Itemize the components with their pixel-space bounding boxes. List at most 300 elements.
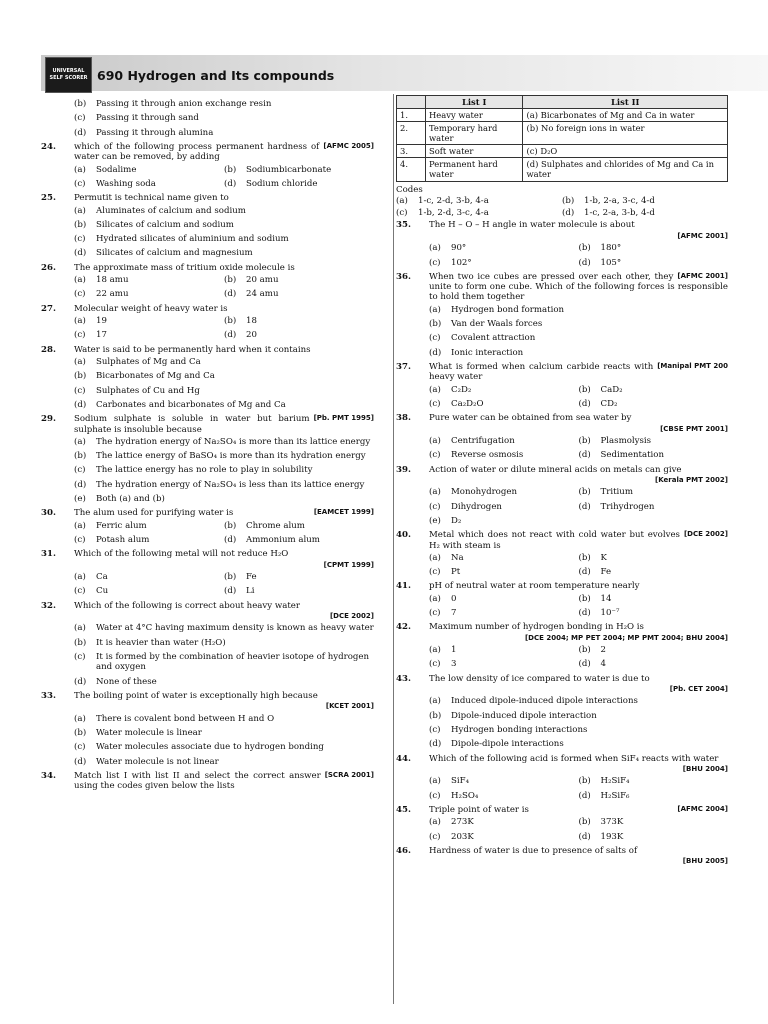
option-text: Sulphates of Cu and Hg	[96, 385, 200, 396]
option	[579, 817, 729, 827]
option	[579, 553, 729, 563]
option-letter: (d)	[224, 535, 237, 545]
option-letter: (c)	[429, 257, 441, 268]
question-stem: pH of neutral water at room temperature nearly	[429, 581, 640, 592]
option-letter: (b)	[429, 319, 442, 330]
option	[74, 437, 374, 447]
option-letter: (d)	[578, 659, 591, 670]
option	[579, 436, 729, 446]
option-letter: (a)	[429, 593, 441, 604]
option-text: Ammonium alum	[246, 535, 320, 545]
option-letter: (b)	[429, 710, 442, 721]
option	[74, 113, 374, 123]
option	[74, 128, 374, 138]
question-text	[429, 805, 728, 815]
question-text	[429, 530, 728, 551]
option-text: 1-b, 2-a, 3-c, 4-d	[584, 195, 655, 206]
question-stem: Hardness of water is due to presence of salts of	[429, 845, 638, 856]
option-letter: (c)	[74, 178, 86, 189]
option-letter: (c)	[74, 586, 86, 597]
option	[74, 99, 374, 109]
option	[429, 385, 579, 395]
option-text: 20	[246, 330, 257, 341]
exam-reference: [AFMC 2005]	[323, 141, 374, 150]
option	[579, 385, 729, 395]
question	[396, 674, 728, 752]
option	[74, 289, 224, 299]
option-text: Hydrogen bond formation	[451, 304, 565, 315]
option-text: 4	[600, 659, 606, 670]
option	[74, 451, 374, 461]
option	[74, 206, 374, 216]
option	[579, 659, 729, 669]
exam-reference: [AFMC 2001]	[677, 231, 728, 240]
option-text: Fe	[246, 572, 257, 583]
option	[74, 386, 374, 396]
question-number: 45.	[396, 805, 411, 816]
option-text: CaD₂	[600, 384, 623, 395]
right-column	[396, 95, 728, 868]
option-letter: (c)	[74, 742, 86, 753]
option-text: Passing it through anion exchange resin	[96, 99, 272, 109]
option-text: 180°	[600, 243, 622, 254]
options	[429, 241, 728, 270]
question-text	[74, 345, 374, 355]
option	[429, 725, 728, 735]
right-questions	[396, 220, 728, 865]
option-letter: (b)	[74, 219, 87, 230]
option-text: Reverse osmosis	[451, 450, 524, 461]
option	[429, 711, 728, 721]
option	[74, 465, 374, 475]
option-letter: (a)	[429, 645, 441, 656]
question	[396, 362, 728, 411]
row-number: 2.	[397, 122, 426, 145]
option-text: Ca₂D₂O	[451, 398, 484, 409]
question-stem: Triple point of water is	[429, 805, 529, 816]
option-letter: (d)	[578, 831, 591, 842]
option-text: Trihydrogen	[600, 501, 655, 512]
option	[429, 399, 579, 409]
column-divider	[393, 94, 394, 1004]
option-text: C₂D₂	[451, 384, 472, 395]
option	[429, 348, 728, 358]
option	[579, 243, 729, 253]
option-text: CD₂	[600, 398, 618, 409]
question	[41, 263, 374, 302]
options	[74, 570, 374, 599]
option	[74, 179, 224, 189]
question-text	[74, 549, 374, 559]
option	[579, 776, 729, 786]
question	[396, 846, 728, 866]
options	[429, 383, 728, 412]
option	[579, 502, 729, 512]
option-text: Monohydrogen	[451, 487, 517, 498]
question	[396, 622, 728, 671]
question-text	[429, 622, 728, 632]
list-i-item: Temporary hard water	[426, 122, 523, 145]
question-number: 42.	[396, 622, 411, 633]
table-row	[397, 122, 728, 145]
option	[74, 714, 374, 724]
option-text: Dipole-dipole interactions	[451, 739, 564, 750]
question-number: 43.	[396, 673, 411, 684]
option-letter: (d)	[429, 739, 442, 750]
question-text	[74, 193, 374, 203]
option-text: Sulphates of Mg and Ca	[96, 356, 201, 367]
option-letter: (d)	[578, 257, 591, 268]
question-stem: The alum used for purifying water is	[74, 508, 234, 519]
option	[74, 521, 224, 531]
option-letter: (d)	[578, 567, 591, 578]
option-text: SiF₄	[451, 776, 470, 787]
list-ii-header: List II	[523, 96, 728, 109]
exam-reference: [EAMCET 1999]	[313, 508, 374, 517]
option	[429, 608, 579, 618]
code-option	[396, 208, 562, 218]
option	[224, 330, 374, 340]
options	[429, 774, 728, 803]
question-stem: Metal which does not react with cold water but evolves H₂ with steam is	[429, 530, 680, 551]
option-letter: (b)	[578, 817, 591, 828]
option-letter: (a)	[74, 316, 86, 326]
option	[579, 594, 729, 604]
option-text: 14	[600, 593, 612, 604]
option-letter: (d)	[224, 289, 237, 300]
row-number: 1.	[397, 109, 426, 122]
question-number: 40.	[396, 530, 411, 541]
option-text: Fe	[600, 567, 612, 578]
option	[429, 436, 579, 446]
option	[74, 572, 224, 582]
option	[74, 742, 374, 752]
option-text: 22 amu	[96, 289, 129, 300]
option	[74, 400, 374, 410]
option-text: Plasmolysis	[600, 435, 652, 446]
list-i-item: Permanent hard water	[426, 158, 523, 181]
question-stem: The low density of ice compared to water is due to	[429, 673, 650, 684]
option-text: Silicates of calcium and sodium	[96, 219, 234, 230]
option-text: None of these	[96, 676, 157, 687]
codes-label: Codes	[396, 184, 423, 195]
option-letter: (c)	[74, 234, 86, 245]
question	[41, 549, 374, 598]
universal-self-scorer-logo	[45, 57, 92, 93]
question-stem: What is formed when calcium carbide reacts with heavy water	[429, 362, 654, 383]
question-stem: Molecular weight of heavy water is	[74, 303, 228, 314]
question-number: 27.	[41, 303, 56, 314]
option-letter: (d)	[578, 790, 591, 801]
question-number: 31.	[41, 549, 56, 560]
question	[41, 691, 374, 769]
option	[429, 817, 579, 827]
option	[224, 586, 374, 596]
option-letter: (a)	[74, 205, 86, 216]
option-letter: (a)	[74, 436, 86, 447]
option-text: Ca	[96, 572, 108, 583]
option-text: The hydration energy of Na₂SO₄ is less than its lattice energy	[96, 479, 365, 490]
option	[429, 305, 728, 315]
option-text: Aluminates of calcium and sodium	[96, 205, 246, 216]
option-text: Cu	[96, 586, 109, 597]
question-text	[429, 362, 728, 383]
code-option	[562, 208, 728, 218]
option-text: 20 amu	[246, 275, 279, 286]
options	[74, 163, 374, 192]
option-text: It is formed by the combination of heavier isotope of hydrogen and oxygen	[96, 651, 369, 673]
options	[429, 694, 728, 751]
row-number: 4.	[397, 158, 426, 181]
question-text	[74, 601, 374, 611]
option	[74, 677, 374, 687]
option	[579, 567, 729, 577]
question-number: 44.	[396, 753, 411, 764]
option	[74, 275, 224, 285]
options	[74, 519, 374, 548]
option-text: 90°	[451, 243, 467, 254]
option	[579, 832, 729, 842]
question	[396, 754, 728, 803]
option-text: K	[600, 552, 607, 563]
question-stem: which of the following process permanent hardness of water can be removed, by adding	[74, 141, 320, 163]
option-letter: (a)	[396, 195, 408, 206]
question-number: 29.	[41, 414, 56, 425]
options	[74, 314, 374, 343]
table-row	[397, 109, 728, 122]
option-letter: (a)	[74, 623, 86, 634]
list-ii-item: (b) No foreign ions in water	[523, 122, 728, 145]
option-text: Induced dipole-induced dipole interactions	[451, 696, 638, 707]
option-text: The lattice energy has no role to play in solubility	[96, 465, 313, 476]
question-stem: Pure water can be obtained from sea water by	[429, 413, 632, 424]
option-text: Sodiumbicarbonate	[246, 164, 332, 175]
question-number: 41.	[396, 581, 411, 592]
option-letter: (b)	[224, 520, 237, 531]
question	[396, 272, 728, 360]
option-text: 373K	[600, 817, 624, 828]
option	[579, 608, 729, 618]
option-letter: (d)	[562, 208, 575, 219]
option-letter: (b)	[224, 572, 237, 583]
exam-reference: [AFMC 2001]	[677, 271, 728, 280]
list-i-item: Soft water	[426, 145, 523, 158]
option	[224, 572, 374, 582]
option	[429, 791, 579, 801]
question-stem: Which of the following is correct about heavy water	[74, 600, 300, 611]
question-number: 26.	[41, 262, 56, 273]
option-letter: (a)	[74, 356, 86, 367]
option-letter: (c)	[74, 289, 86, 300]
option-letter: (a)	[74, 572, 86, 583]
table-corner	[397, 96, 426, 109]
logo-line2: SELF SCORER	[49, 75, 88, 81]
option-text: 1	[451, 645, 457, 656]
option-letter: (d)	[578, 450, 591, 461]
option	[74, 234, 374, 244]
option-letter: (b)	[224, 275, 237, 286]
option-text: Water molecule is linear	[96, 727, 202, 738]
exam-reference: [BHU 2005]	[682, 857, 728, 866]
option	[224, 535, 374, 545]
option-text: Chrome alum	[246, 520, 305, 531]
option-letter: (d)	[578, 398, 591, 409]
question-number: 46.	[396, 845, 411, 856]
question	[396, 805, 728, 844]
option-text: Hydrated silicates of aluminium and sodium	[96, 234, 289, 245]
option-letter: (b)	[578, 487, 591, 498]
option-text: Tritium	[600, 487, 633, 498]
exam-reference: [Pb. PMT 1995]	[313, 414, 374, 423]
option	[74, 357, 374, 367]
question-text	[74, 263, 374, 273]
question	[396, 581, 728, 620]
option	[429, 487, 579, 497]
option-letter: (d)	[578, 608, 591, 619]
option	[224, 316, 374, 326]
option-letter: (b)	[562, 195, 575, 206]
question-number: 24.	[41, 141, 56, 152]
option	[429, 450, 579, 460]
option-letter: (c)	[429, 333, 441, 344]
option-text: 17	[96, 330, 107, 341]
option-letter: (c)	[429, 398, 441, 409]
list-i-item: Heavy water	[426, 109, 523, 122]
question-stem: The approximate mass of tritium oxide molecule is	[74, 262, 295, 273]
option-text: 1-b, 2-d, 3-c, 4-a	[418, 208, 489, 219]
option	[429, 594, 579, 604]
option-text: Sodalime	[96, 164, 137, 175]
option	[74, 165, 224, 175]
match-list-table	[396, 95, 728, 182]
exam-reference: [CBSE PMT 2001]	[660, 424, 728, 433]
question-text	[429, 581, 728, 591]
option-text: H₂SiF₄	[600, 776, 630, 787]
exam-reference: [Kerala PMT 2002]	[655, 475, 728, 484]
option	[579, 258, 729, 268]
option-text: The lattice energy of BaSO₄ is more than its hydration energy	[96, 451, 366, 462]
option-text: Water molecules associate due to hydrogen bonding	[96, 742, 324, 753]
option-text: 203K	[451, 831, 474, 842]
option	[74, 480, 374, 490]
option-letter: (d)	[74, 756, 87, 767]
question	[41, 601, 374, 689]
option	[224, 521, 374, 531]
question-number: 32.	[41, 600, 56, 611]
option-text: 1-c, 2-a, 3-b, 4-d	[584, 208, 655, 219]
question	[41, 771, 374, 792]
option-text: Silicates of calcium and magnesium	[96, 248, 253, 259]
option	[579, 645, 729, 655]
option-letter: (c)	[74, 535, 86, 545]
option-letter: (d)	[74, 127, 87, 138]
option	[74, 494, 374, 504]
option-letter: (b)	[578, 384, 591, 395]
question	[41, 304, 374, 343]
option	[74, 316, 224, 326]
option-letter: (d)	[74, 479, 87, 490]
option-text: Na	[451, 552, 464, 563]
question-stem: Action of water or dilute mineral acids on metals can give	[429, 464, 682, 475]
question-stem: The boiling point of water is exceptionally high because	[74, 690, 318, 701]
option-text: 1-c, 2-d, 3-b, 4-a	[418, 195, 489, 206]
question-stem: When two ice cubes are pressed over each other, they unite to form one cube. Which of the following forces is responsible to hold them together	[429, 271, 728, 303]
option-text: 3	[451, 659, 457, 670]
option	[74, 623, 374, 633]
question-text	[429, 413, 728, 423]
option-letter: (b)	[578, 435, 591, 446]
question	[41, 508, 374, 547]
option-text: Dihydrogen	[451, 501, 502, 512]
question-stem: The H – O – H angle in water molecule is about	[429, 220, 635, 231]
option-text: Bicarbonates of Mg and Ca	[96, 371, 215, 382]
option-text: Ionic interaction	[451, 347, 524, 358]
option-letter: (d)	[224, 330, 237, 341]
option-letter: (b)	[74, 99, 87, 109]
option-letter: (d)	[578, 501, 591, 512]
exam-reference: [DCE 2002]	[329, 611, 374, 620]
option-letter: (b)	[578, 593, 591, 604]
question-stem: Water is said to be permanently hard when it contains	[74, 344, 311, 355]
option	[579, 791, 729, 801]
option-letter: (c)	[429, 659, 441, 670]
option-text: There is covalent bond between H and O	[96, 713, 275, 724]
option	[74, 586, 224, 596]
option-text: Dipole-induced dipole interaction	[451, 710, 597, 721]
option-text: 0	[451, 593, 457, 604]
question-number: 35.	[396, 220, 411, 231]
question-number: 39.	[396, 464, 411, 475]
option-letter: (c)	[429, 501, 441, 512]
options	[429, 485, 728, 528]
options	[429, 434, 728, 463]
option-text: Sodium chloride	[246, 178, 318, 189]
option-letter: (a)	[429, 817, 441, 828]
question	[41, 345, 374, 413]
option-letter: (c)	[429, 608, 441, 619]
option-letter: (c)	[429, 725, 441, 736]
page-header	[41, 55, 768, 91]
options	[74, 97, 374, 140]
code-option	[562, 196, 728, 206]
question-stem: Which of the following acid is formed when SiF₄ reacts with water	[429, 753, 719, 764]
question-text	[74, 771, 374, 792]
option-text: 193K	[600, 831, 624, 842]
option-letter: (a)	[74, 164, 86, 175]
option	[429, 502, 579, 512]
option-letter: (b)	[578, 243, 591, 254]
match-list-body	[397, 109, 728, 181]
question	[396, 530, 728, 579]
option	[74, 371, 374, 381]
exam-reference: [SCRA 2001]	[324, 770, 374, 779]
table-row	[397, 145, 728, 158]
option-letter: (c)	[74, 465, 86, 476]
question-number: 33.	[41, 690, 56, 701]
option-text: Potash alum	[96, 535, 150, 545]
options	[429, 643, 728, 672]
question	[396, 465, 728, 529]
option-letter: (b)	[578, 776, 591, 787]
logo-line1: UNIVERSAL	[52, 68, 85, 74]
option	[74, 248, 374, 258]
exam-reference: [BHU 2004]	[682, 765, 728, 773]
option	[224, 165, 374, 175]
question-number: 34.	[41, 770, 56, 781]
option	[429, 243, 579, 253]
option	[429, 333, 728, 343]
option-text: It is heavier than water (H₂O)	[96, 637, 226, 648]
